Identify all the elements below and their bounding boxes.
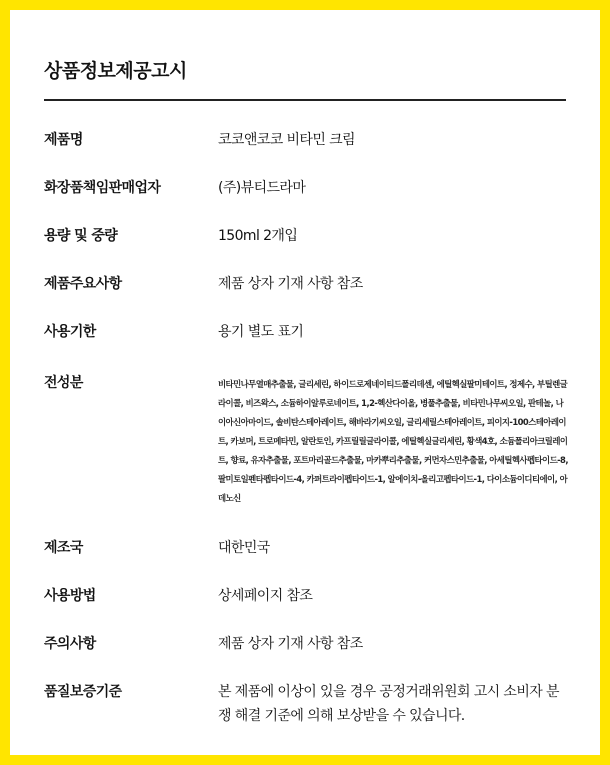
row-value: 상세페이지 참조 [218, 588, 313, 604]
ingredients-list: 비타민나무열매추출물, 글리세린, 하이드로제네이티드폴리데센, 에틸헥실팔미테이트, 정제수, 부틸렌글라이콜, 비즈왁스, 소듐하이알루로네이트, 1,2-헥산다이올, 병풀추출물, 비타민나무씨오일, 판테놀, 나이아신아마이드, 솔비탄스테아레이트, 해바라기씨오일, 글리세릴스테아레이트, 피이지-100스테아레이트, 카보머, 트로메타민, 알란토인, 카프릴릴글라이콜, 에틸헥실글리세린, 황색4호, 소듐폴리아크릴레이트, 향료, 유자추출물, 포트마리골드추출물, 마카뿌리추출물, 커먼자스민추출물, 아세틸헥사펩타이드-8, 팔미토일펜타펩타이드-4, 카퍼트라이펩타이드-1, 알에이치-올리고펩타이드-1, 다이소듐이디티에이, 아데노신 [218, 379, 568, 503]
row-label: 제품주요사항 [44, 276, 122, 292]
row-value: 제품 상자 기재 사항 참조 [218, 636, 363, 652]
row-label: 사용기한 [44, 324, 96, 340]
product-info-card [10, 10, 600, 755]
row-label: 화장품책임판매업자 [44, 180, 161, 196]
row-label: 주의사항 [44, 636, 96, 652]
row-label: 전성분 [44, 375, 83, 391]
page-title: 상품정보제공고시 [44, 60, 187, 82]
row-value: 대한민국 [218, 540, 270, 556]
row-label: 제품명 [44, 132, 83, 148]
row-value: 제품 상자 기재 사항 참조 [218, 276, 363, 292]
row-label: 품질보증기준 [44, 684, 122, 700]
row-value: 코코앤코코 비타민 크림 [218, 132, 355, 148]
row-label: 용량 및 중량 [44, 228, 118, 244]
title-divider [44, 99, 566, 101]
row-label: 제조국 [44, 540, 83, 556]
row-label: 사용방법 [44, 588, 96, 604]
row-value: 150ml 2개입 [218, 228, 298, 244]
row-value: (주)뷰티드라마 [218, 180, 306, 196]
row-value: 본 제품에 이상이 있을 경우 공정거래위원회 고시 소비자 분쟁 해결 기준에 의해 보상받을 수 있습니다. [218, 684, 559, 724]
row-value: 용기 별도 표기 [218, 324, 304, 340]
